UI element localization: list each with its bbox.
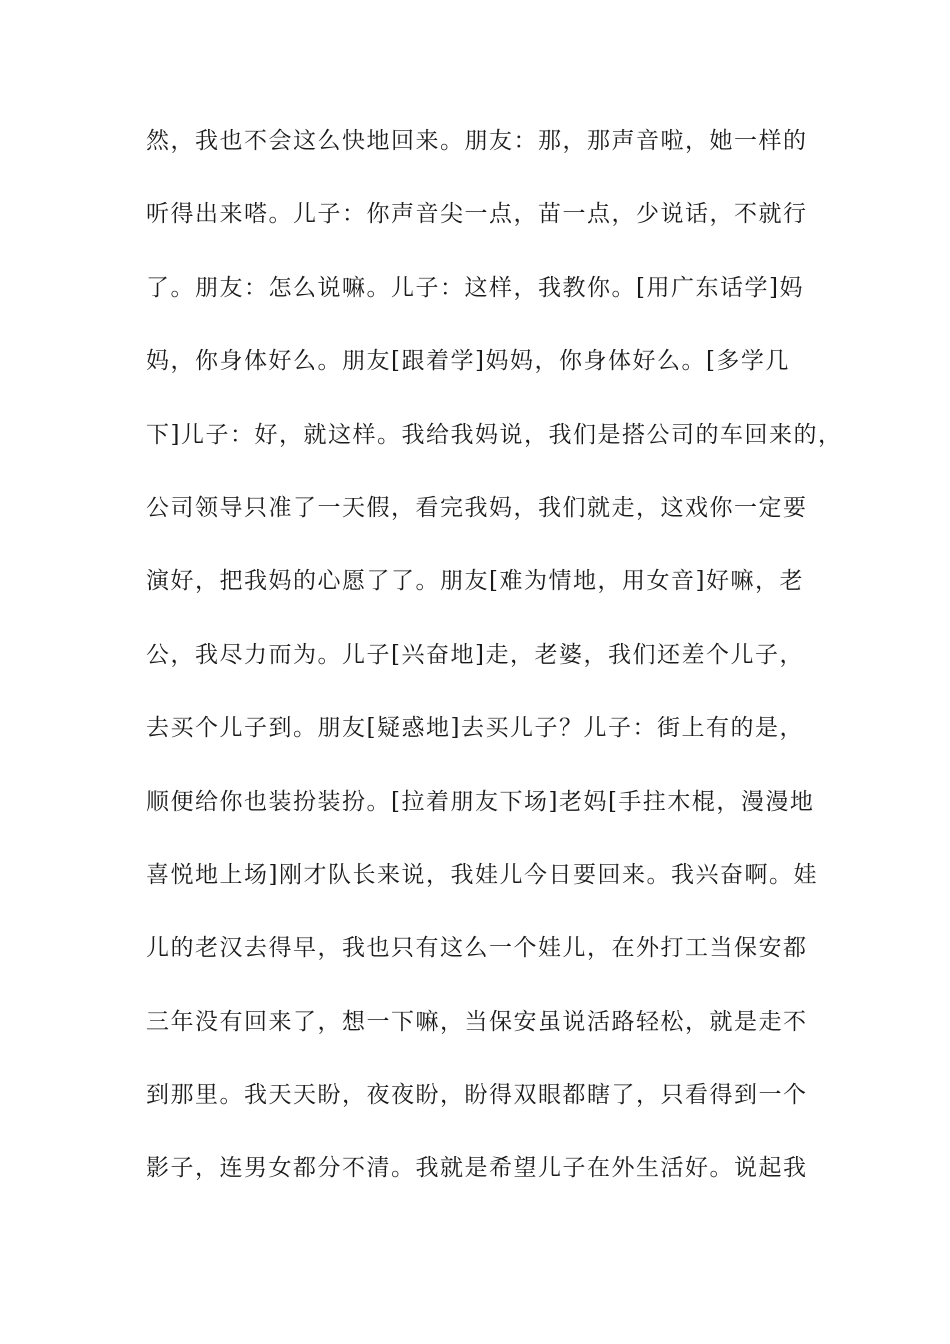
body-text	[146, 128, 843, 1230]
text-line: 三年没有回来了，想一下嘛，当保安虽说活路轻松，就是走不	[146, 1008, 808, 1035]
text-line: 喜悦地上场]刚才队长来说，我娃儿今日要回来。我兴奋啊。娃	[146, 861, 818, 888]
text-line: 公，我尽力而为。儿子[兴奋地]走，老婆，我们还差个儿子，	[146, 641, 804, 668]
text-line: 听得出来嗒。儿子：你声音尖一点，苗一点，少说话，不就行	[146, 201, 808, 228]
text-line: 公司领导只准了一天假，看完我妈，我们就走，这戏你一定要	[146, 494, 808, 521]
text-line: 演好，把我妈的心愿了了。朋友[难为情地，用女音]好嘛，老	[146, 568, 804, 595]
text-line: 儿的老汉去得早，我也只有这么一个娃儿，在外打工当保安都	[146, 935, 808, 962]
text-line: 下]儿子：好，就这样。我给我妈说，我们是搭公司的车回来的，	[146, 421, 843, 448]
text-line: 然，我也不会这么快地回来。朋友：那，那声音啦，她一样的	[146, 128, 808, 154]
text-line: 影子，连男女都分不清。我就是希望儿子在外生活好。说起我	[146, 1155, 808, 1182]
text-line: 顺便给你也装扮装扮。[拉着朋友下场]老妈[手拄木棍，漫漫地	[146, 788, 815, 815]
text-line: 妈，你身体好么。朋友[跟着学]妈妈，你身体好么。[多学几	[146, 348, 790, 375]
text-line: 到那里。我天天盼，夜夜盼，盼得双眼都瞎了，只看得到一个	[146, 1082, 808, 1109]
text-line: 去买个儿子到。朋友[疑惑地]去买儿子？儿子：街上有的是，	[146, 715, 804, 742]
text-line: 了。朋友：怎么说嘛。儿子：这样，我教你。[用广东话学]妈	[146, 274, 804, 301]
